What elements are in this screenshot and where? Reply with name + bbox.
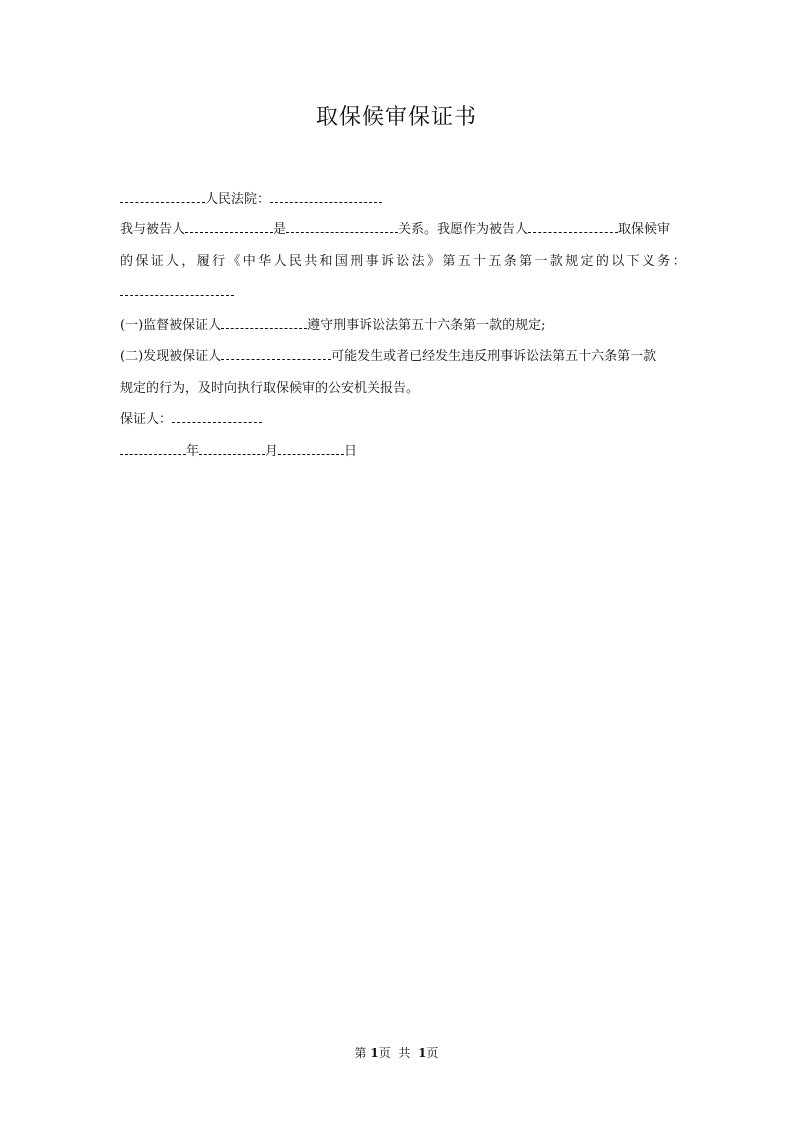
duty-one-text-b: 遵守刑事诉讼法第五十六条第一款的规定; [307,318,546,333]
relationship-line [120,218,676,237]
document-title: 取保候审保证书 [315,105,477,130]
day-label: 日 [344,444,358,459]
footer-page-unit: 页 [378,1046,391,1060]
court-line [120,188,676,207]
guaranteed-person-blank[interactable] [221,315,307,329]
footer-total-pages: 1 [418,1046,427,1060]
duty-one-line [120,314,676,333]
relationship-blank[interactable] [286,219,398,233]
relationship-text-c: 关系。我愿作为被告人 [398,222,529,237]
duty-two-continued: 规定的行为，及时向执行取保候审的公安机关报告。 [120,381,420,396]
obligation-line: 的保证人，履行《中华人民共和国刑事诉讼法》第五十五条第一款规定的以下义务： [120,254,688,269]
guarantor-label: 保证人： [120,412,173,427]
footer-total-unit: 页 [426,1046,439,1060]
duty-two-line [120,345,676,364]
guarantor-line [120,408,676,427]
day-blank[interactable] [278,441,344,455]
obligation-blank-line [120,282,676,300]
relationship-text-d: 取保候审 [618,222,671,237]
guaranteed-person-blank-2[interactable] [221,346,331,360]
duty-two-text-a: (二)发现被保证人 [120,349,222,364]
year-label: 年 [186,444,200,459]
date-line [120,440,676,459]
page-footer [0,1044,793,1061]
duty-two-text-b: 可能发生或者已经发生违反刑事诉讼法第五十六条第一款 [331,349,657,364]
relationship-text-b: 是 [273,222,287,237]
footer-page-number: 1 [370,1046,379,1060]
month-label: 月 [265,444,279,459]
defendant-name-blank[interactable] [185,219,273,233]
guarantor-signature-blank[interactable] [172,409,262,423]
footer-prefix: 第 [354,1046,367,1060]
obligation-blank[interactable] [120,282,234,296]
court-recipient-blank[interactable] [270,189,382,203]
court-name-blank[interactable] [120,189,205,203]
year-blank[interactable] [120,441,186,455]
court-label: 人民法院： [205,192,271,207]
relationship-text-a: 我与被告人 [120,222,186,237]
footer-total-prefix: 共 [398,1046,411,1060]
duty-one-text-a: (一)监督被保证人 [120,318,222,333]
defendant-name-blank-2[interactable] [528,219,618,233]
month-blank[interactable] [199,441,265,455]
